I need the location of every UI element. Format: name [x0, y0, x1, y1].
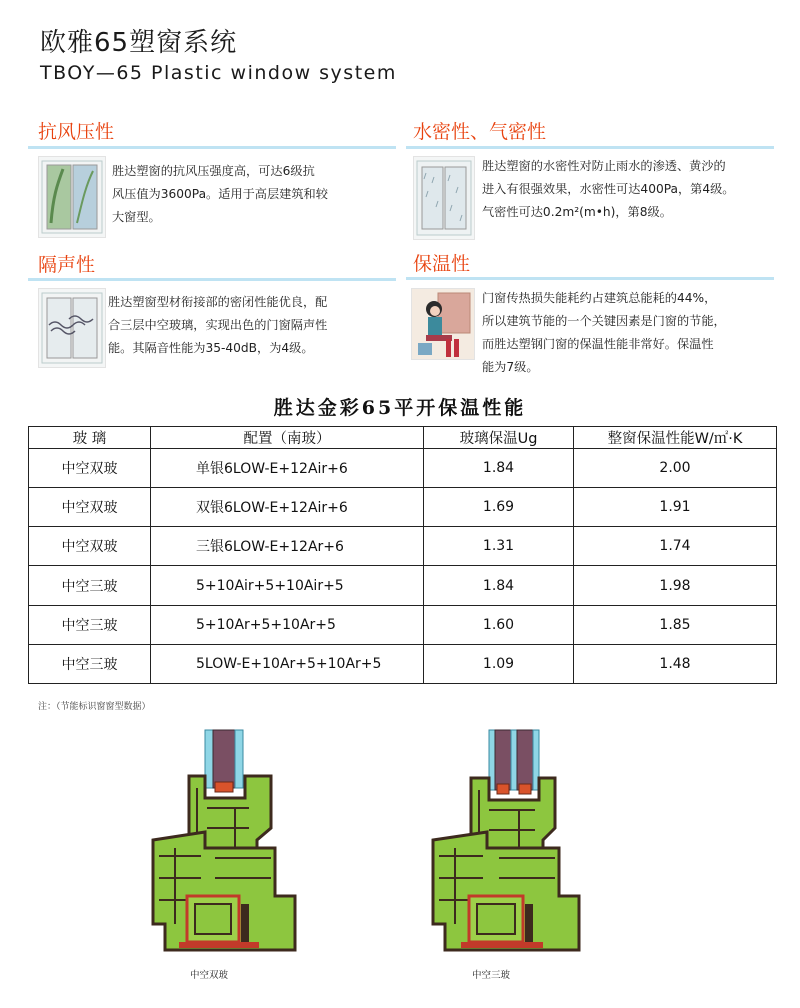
cell-window-u: 2.00 [574, 449, 777, 488]
table-row [29, 527, 777, 566]
window-sound-illustration [38, 288, 106, 368]
text-line: 合三层中空玻璃，实现出色的门窗隔声性 [108, 318, 328, 332]
cell-window-u: 1.85 [574, 605, 777, 644]
cell-window-u: 1.98 [574, 566, 777, 605]
cell-window-u: 1.74 [574, 527, 777, 566]
table-row [29, 605, 777, 644]
cell-config: 5+10Ar+5+10Ar+5 [151, 605, 424, 644]
cell-config: 单银6LOW-E+12Air+6 [151, 449, 424, 488]
window-illustration [38, 156, 106, 238]
text-line: 气密性可达0.2m²(m•h)，第8级。 [482, 205, 672, 219]
cell-config: 5LOW-E+10Ar+5+10Ar+5 [151, 644, 424, 683]
column-header-config: 配置（南玻） [151, 427, 424, 449]
table-row [29, 644, 777, 683]
text-line: 胜达塑窗的抗风压强度高，可达6级抗 [112, 164, 315, 178]
caption-triple: 中空三玻 [472, 970, 511, 981]
table-row [29, 449, 777, 488]
column-header-glass: 玻 璃 [29, 427, 151, 449]
page-title: 欧雅65塑窗系统 [40, 28, 238, 58]
text-line: 门窗传热损失能耗约占建筑总能耗的44%， [482, 291, 717, 305]
cell-ug: 1.69 [424, 488, 574, 527]
cell-glass: 中空三玻 [29, 566, 151, 605]
cell-glass: 中空三玻 [29, 644, 151, 683]
table-row [29, 566, 777, 605]
page-subtitle: TBOY—65 Plastic window system [40, 62, 397, 84]
profile-section-double [145, 728, 305, 960]
table-title: 胜达金彩65平开保温性能 [273, 397, 527, 419]
performance-table [28, 426, 777, 684]
cell-config: 三银6LOW-E+12Ar+6 [151, 527, 424, 566]
text-line: 能为7级。 [482, 360, 539, 374]
section-rule [406, 277, 774, 280]
table-header-row [29, 427, 777, 449]
section-text-wind [112, 160, 392, 229]
section-title-water: 水密性、气密性 [413, 121, 547, 143]
section-rule [28, 146, 396, 149]
column-header-ug: 玻璃保温Ug [424, 427, 574, 449]
text-line: 胜达塑窗型材衔接部的密闭性能优良，配 [108, 295, 328, 309]
text-line: 大窗型。 [112, 210, 161, 224]
cell-ug: 1.31 [424, 527, 574, 566]
cell-glass: 中空双玻 [29, 527, 151, 566]
cell-glass: 中空双玻 [29, 488, 151, 527]
section-title-wind: 抗风压性 [38, 121, 115, 143]
section-text-heat [482, 287, 782, 379]
cell-window-u: 1.48 [574, 644, 777, 683]
cell-glass: 中空三玻 [29, 605, 151, 644]
table-row [29, 488, 777, 527]
cell-ug: 1.84 [424, 449, 574, 488]
section-rule [28, 278, 396, 281]
cell-glass: 中空双玻 [29, 449, 151, 488]
section-title-heat: 保温性 [413, 253, 471, 275]
cell-ug: 1.60 [424, 605, 574, 644]
cell-config: 双银6LOW-E+12Air+6 [151, 488, 424, 527]
window-rain-illustration [413, 156, 475, 240]
cell-window-u: 1.91 [574, 488, 777, 527]
profile-section-triple [425, 728, 590, 960]
cell-ug: 1.84 [424, 566, 574, 605]
column-header-window-u: 整窗保温性能W/㎡·K [574, 427, 777, 449]
section-text-sound [108, 291, 393, 360]
table-note: 注：（节能标识窗窗型数据） [38, 702, 151, 712]
text-line: 而胜达塑钢门窗的保温性能非常好。保温性 [482, 337, 714, 351]
text-line: 风压值为3600Pa。适用于高层建筑和较 [112, 187, 328, 201]
text-line: 能。其隔音性能为35-40dB，为4级。 [108, 341, 314, 355]
section-rule [406, 146, 774, 149]
text-line: 进入有很强效果，水密性可达400Pa，第4级。 [482, 182, 735, 196]
text-line: 所以建筑节能的一个关键因素是门窗的节能， [482, 314, 726, 328]
cell-ug: 1.09 [424, 644, 574, 683]
cell-config: 5+10Air+5+10Air+5 [151, 566, 424, 605]
text-line: 胜达塑窗的水密性对防止雨水的渗透、黄沙的 [482, 159, 726, 173]
section-text-water [482, 155, 782, 224]
caption-double: 中空双玻 [190, 970, 229, 981]
section-title-sound: 隔声性 [38, 254, 96, 276]
woman-window-illustration [411, 288, 475, 360]
